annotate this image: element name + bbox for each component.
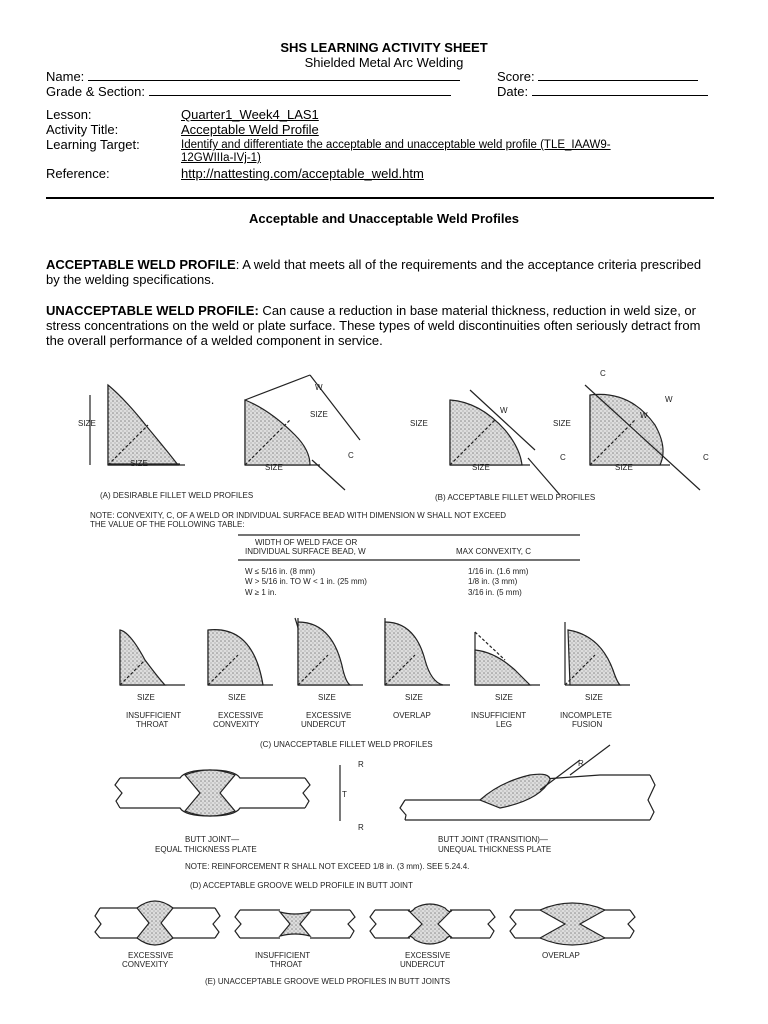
butt-left-label-1: BUTT JOINT— — [185, 835, 240, 844]
unacc-fillet-label: CONVEXITY — [213, 720, 260, 729]
table-row-c: 3/16 in. (5 mm) — [468, 588, 522, 597]
table-row-w: W ≥ 1 in. — [245, 588, 277, 597]
size-label: SIZE — [472, 463, 490, 472]
w-label: W — [315, 383, 323, 392]
target-line-2: 12GWIIIa-IVj-1) — [181, 152, 261, 164]
date-line[interactable] — [532, 84, 708, 96]
butt-right-label-1: BUTT JOINT (TRANSITION)— — [438, 835, 548, 844]
r-label: R — [358, 823, 364, 832]
butt-joint-transition — [400, 745, 655, 820]
unacc-groove-label: OVERLAP — [542, 951, 580, 960]
grade-label: Grade & Section: — [46, 84, 145, 99]
grade-row — [46, 84, 451, 99]
unacc-fillet-label: LEG — [496, 720, 513, 729]
fillet-profile-a1 — [78, 385, 185, 468]
c-label: C — [348, 451, 354, 460]
unacc-groove-1 — [95, 901, 220, 945]
unacc-fillet-6 — [565, 622, 630, 702]
lesson-value: Quarter1_Week4_LAS1 — [181, 107, 319, 122]
caption-d: (D) ACCEPTABLE GROOVE WELD PROFILE IN BUTT JOINT — [190, 881, 413, 890]
reference-link[interactable]: http://nattesting.com/acceptable_weld.htm — [181, 166, 424, 181]
size-label: SIZE — [78, 419, 96, 428]
size-label: SIZE — [318, 693, 336, 702]
unacc-fillet-label: FUSION — [572, 720, 603, 729]
r-label: R — [578, 759, 584, 768]
size-label: SIZE — [585, 693, 603, 702]
unacc-groove-3 — [370, 904, 495, 944]
fillet-profile-a2 — [245, 375, 360, 490]
caption-e: (E) UNACCEPTABLE GROOVE WELD PROFILES IN BUTT JOINTS — [205, 977, 451, 986]
table-row-w: W ≤ 5/16 in. (8 mm) — [245, 567, 316, 576]
activity-label: Activity Title: — [46, 122, 119, 137]
table-row-c: 1/16 in. (1.6 mm) — [468, 567, 529, 576]
caption-b: (B) ACCEPTABLE FILLET WELD PROFILES — [435, 493, 596, 502]
unacc-fillet-5 — [475, 632, 540, 702]
unacc-groove-4 — [510, 903, 635, 945]
table-head-left-1: WIDTH OF WELD FACE OR — [255, 538, 358, 547]
acceptable-paragraph — [46, 257, 718, 287]
reference-label: Reference: — [46, 166, 110, 181]
score-line[interactable] — [538, 69, 698, 81]
c-label: C — [560, 453, 566, 462]
unacc-fillet-label: OVERLAP — [393, 711, 431, 720]
divider — [46, 197, 714, 199]
butt-right-label-2: UNEQUAL THICKNESS PLATE — [438, 845, 552, 854]
unacc-fillet-4 — [385, 618, 450, 702]
size-label: SIZE — [228, 693, 246, 702]
unacc-fillet-label: THROAT — [136, 720, 169, 729]
unacc-fillet-label: INCOMPLETE — [560, 711, 613, 720]
butt-left-label-2: EQUAL THICKNESS PLATE — [155, 845, 257, 854]
size-label: SIZE — [553, 419, 571, 428]
lesson-label: Lesson: — [46, 107, 92, 122]
convexity-note-2: THE VALUE OF THE FOLLOWING TABLE: — [90, 520, 245, 529]
size-label: SIZE — [615, 463, 633, 472]
unacceptable-term: UNACCEPTABLE WELD PROFILE: — [46, 303, 259, 318]
score-row — [497, 69, 698, 84]
caption-c: (C) UNACCEPTABLE FILLET WELD PROFILES — [260, 740, 433, 749]
w-label: W — [640, 411, 648, 420]
unacc-fillet-label: EXCESSIVE — [218, 711, 264, 720]
convexity-note-1: NOTE: CONVEXITY, C, OF A WELD OR INDIVIDUAL SURFACE BEAD WITH DIMENSION W SHALL NOT EXCEED — [90, 511, 507, 520]
target-label: Learning Target: — [46, 137, 140, 152]
grade-line[interactable] — [149, 84, 451, 96]
date-row — [497, 84, 708, 99]
unacc-groove-2 — [235, 910, 355, 938]
unacc-groove-label: EXCESSIVE — [405, 951, 451, 960]
caption-a: (A) DESIRABLE FILLET WELD PROFILES — [100, 491, 254, 500]
unacc-fillet-label: EXCESSIVE — [306, 711, 352, 720]
unacc-fillet-2 — [208, 630, 273, 702]
unacc-groove-label: THROAT — [270, 960, 303, 969]
weld-profile-figure — [60, 360, 720, 990]
unacc-groove-label: CONVEXITY — [122, 960, 169, 969]
reinforcement-note: NOTE: REINFORCEMENT R SHALL NOT EXCEED 1/8 in. (3 mm). SEE 5.24.4. — [185, 862, 470, 871]
fillet-profile-b2 — [553, 369, 709, 490]
unacc-fillet-label: INSUFFICIENT — [126, 711, 182, 720]
table-head-left-2: INDIVIDUAL SURFACE BEAD, W — [245, 547, 366, 556]
unacceptable-paragraph — [46, 303, 718, 348]
unacc-groove-label: INSUFFICIENT — [255, 951, 311, 960]
activity-value: Acceptable Weld Profile — [181, 122, 319, 137]
convexity-table — [238, 535, 580, 597]
unacc-fillet-label: UNDERCUT — [301, 720, 346, 729]
r-label: R — [358, 760, 364, 769]
score-label: Score: — [497, 69, 535, 84]
w-label: W — [500, 406, 508, 415]
unacceptable-fillet-row — [120, 618, 630, 702]
unacc-fillet-labels — [126, 711, 612, 729]
w-label: W — [665, 395, 673, 404]
size-label: SIZE — [310, 410, 328, 419]
unacceptable-groove-row — [95, 901, 635, 945]
sheet-title: SHS LEARNING ACTIVITY SHEET — [280, 40, 488, 55]
unacc-fillet-3 — [295, 618, 363, 702]
unacc-groove-label: UNDERCUT — [400, 960, 445, 969]
name-label: Name: — [46, 69, 85, 84]
butt-joint-equal — [115, 760, 364, 832]
name-line[interactable] — [88, 69, 460, 81]
size-label: SIZE — [410, 419, 428, 428]
name-row — [46, 69, 460, 84]
unacceptable-text: Can cause a reduction in base material thickness, reduction in weld size, or stress concentrations on the weld or plate surface. These types of weld discontinuities often seriously detract from the overall performance of a welded component in service. — [46, 303, 701, 348]
size-label: SIZE — [405, 693, 423, 702]
section-title: Acceptable and Unacceptable Weld Profiles — [249, 211, 519, 226]
t-label: T — [342, 790, 347, 799]
unacc-groove-label: EXCESSIVE — [128, 951, 174, 960]
size-label: SIZE — [495, 693, 513, 702]
table-row-w: W > 5/16 in. TO W < 1 in. (25 mm) — [245, 577, 367, 586]
table-head-right: MAX CONVEXITY, C — [456, 547, 531, 556]
acceptable-text: : A weld that meets all of the requirements and the acceptance criteria prescribed by the welding specifications. — [46, 257, 702, 287]
unacc-fillet-1 — [120, 630, 185, 702]
c-label: C — [600, 369, 606, 378]
c-label: C — [703, 453, 709, 462]
size-label: SIZE — [265, 463, 283, 472]
fillet-profile-b1 — [410, 390, 566, 495]
table-row-c: 1/8 in. (3 mm) — [468, 577, 518, 586]
unacc-fillet-label: INSUFFICIENT — [471, 711, 527, 720]
date-label: Date: — [497, 84, 529, 99]
size-label: SIZE — [130, 459, 148, 468]
sheet-subtitle: Shielded Metal Arc Welding — [304, 55, 464, 70]
target-line-1: Identify and differentiate the acceptable and unacceptable weld profile (TLE_IAAW9- — [181, 139, 611, 151]
acceptable-term: ACCEPTABLE WELD PROFILE — [46, 257, 236, 272]
size-label: SIZE — [137, 693, 155, 702]
